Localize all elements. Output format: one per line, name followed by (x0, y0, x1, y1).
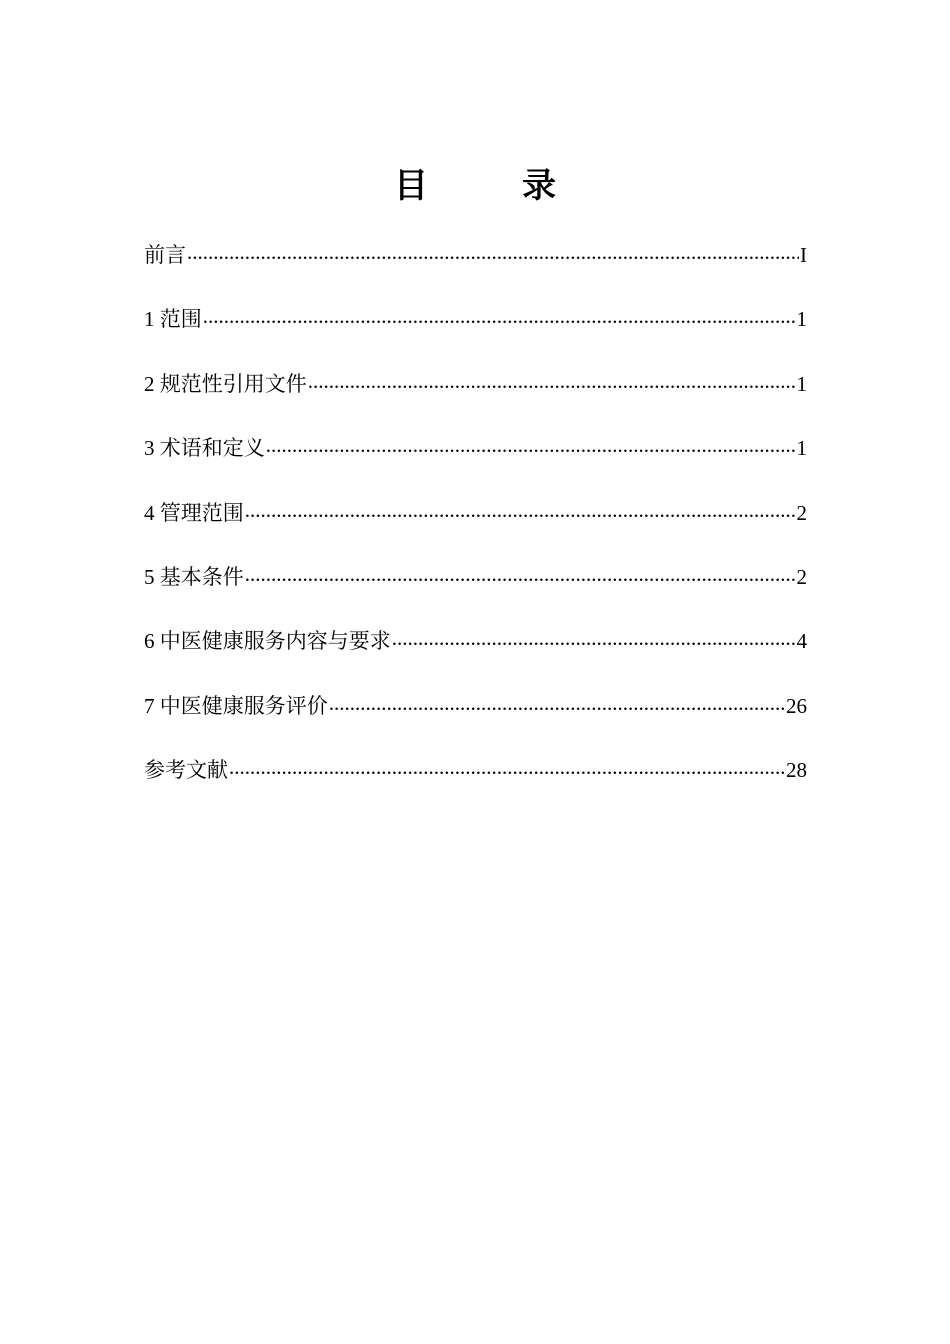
toc-title: 目 录 (394, 168, 586, 205)
toc-entry-scope[interactable] (144, 300, 807, 364)
toc-entry-management-scope[interactable] (144, 494, 807, 558)
toc-entry-page: 2 (796, 564, 807, 589)
toc-entry-bibliography[interactable] (144, 751, 807, 815)
toc-entry-preface[interactable] (144, 236, 807, 300)
toc-entry-label: 6 中医健康服务内容与要求 (144, 629, 391, 654)
toc-entry-normative-references[interactable] (144, 365, 807, 429)
toc-entry-page: 1 (796, 371, 807, 396)
toc-dot-leader (245, 498, 796, 520)
toc-dot-leader (229, 755, 785, 777)
toc-entry-service-content[interactable] (144, 622, 807, 686)
toc-entry-label: 参考文献 (144, 758, 228, 783)
toc-entry-label: 2 规范性引用文件 (144, 371, 307, 396)
toc-entry-label: 4 管理范围 (144, 500, 244, 525)
toc-entry-page: 28 (786, 758, 807, 783)
toc-entry-page: I (800, 243, 807, 267)
toc-entry-label: 前言 (144, 243, 186, 267)
toc-entry-label: 5 基本条件 (144, 564, 244, 589)
toc-entry-page: 1 (796, 307, 807, 332)
toc-entry-label: 1 范围 (144, 307, 202, 332)
toc-dot-leader (203, 304, 796, 326)
toc-entry-page: 4 (796, 629, 807, 654)
toc-entry-label: 3 术语和定义 (144, 436, 265, 461)
toc-entry-page: 1 (796, 436, 807, 461)
toc-entry-page: 2 (796, 500, 807, 525)
toc-dot-leader (392, 626, 796, 648)
toc-entry-basic-conditions[interactable] (144, 558, 807, 622)
toc-entry-terms-definitions[interactable] (144, 429, 807, 493)
toc-dot-leader (187, 240, 799, 262)
toc-entry-service-evaluation[interactable] (144, 687, 807, 751)
toc-entry-label: 7 中医健康服务评价 (144, 693, 328, 718)
toc-dot-leader (308, 369, 796, 391)
toc-dot-leader (329, 691, 785, 713)
toc-dot-leader (266, 433, 796, 455)
toc-dot-leader (245, 562, 796, 584)
toc-entry-page: 26 (786, 693, 807, 718)
toc-list (144, 236, 807, 816)
